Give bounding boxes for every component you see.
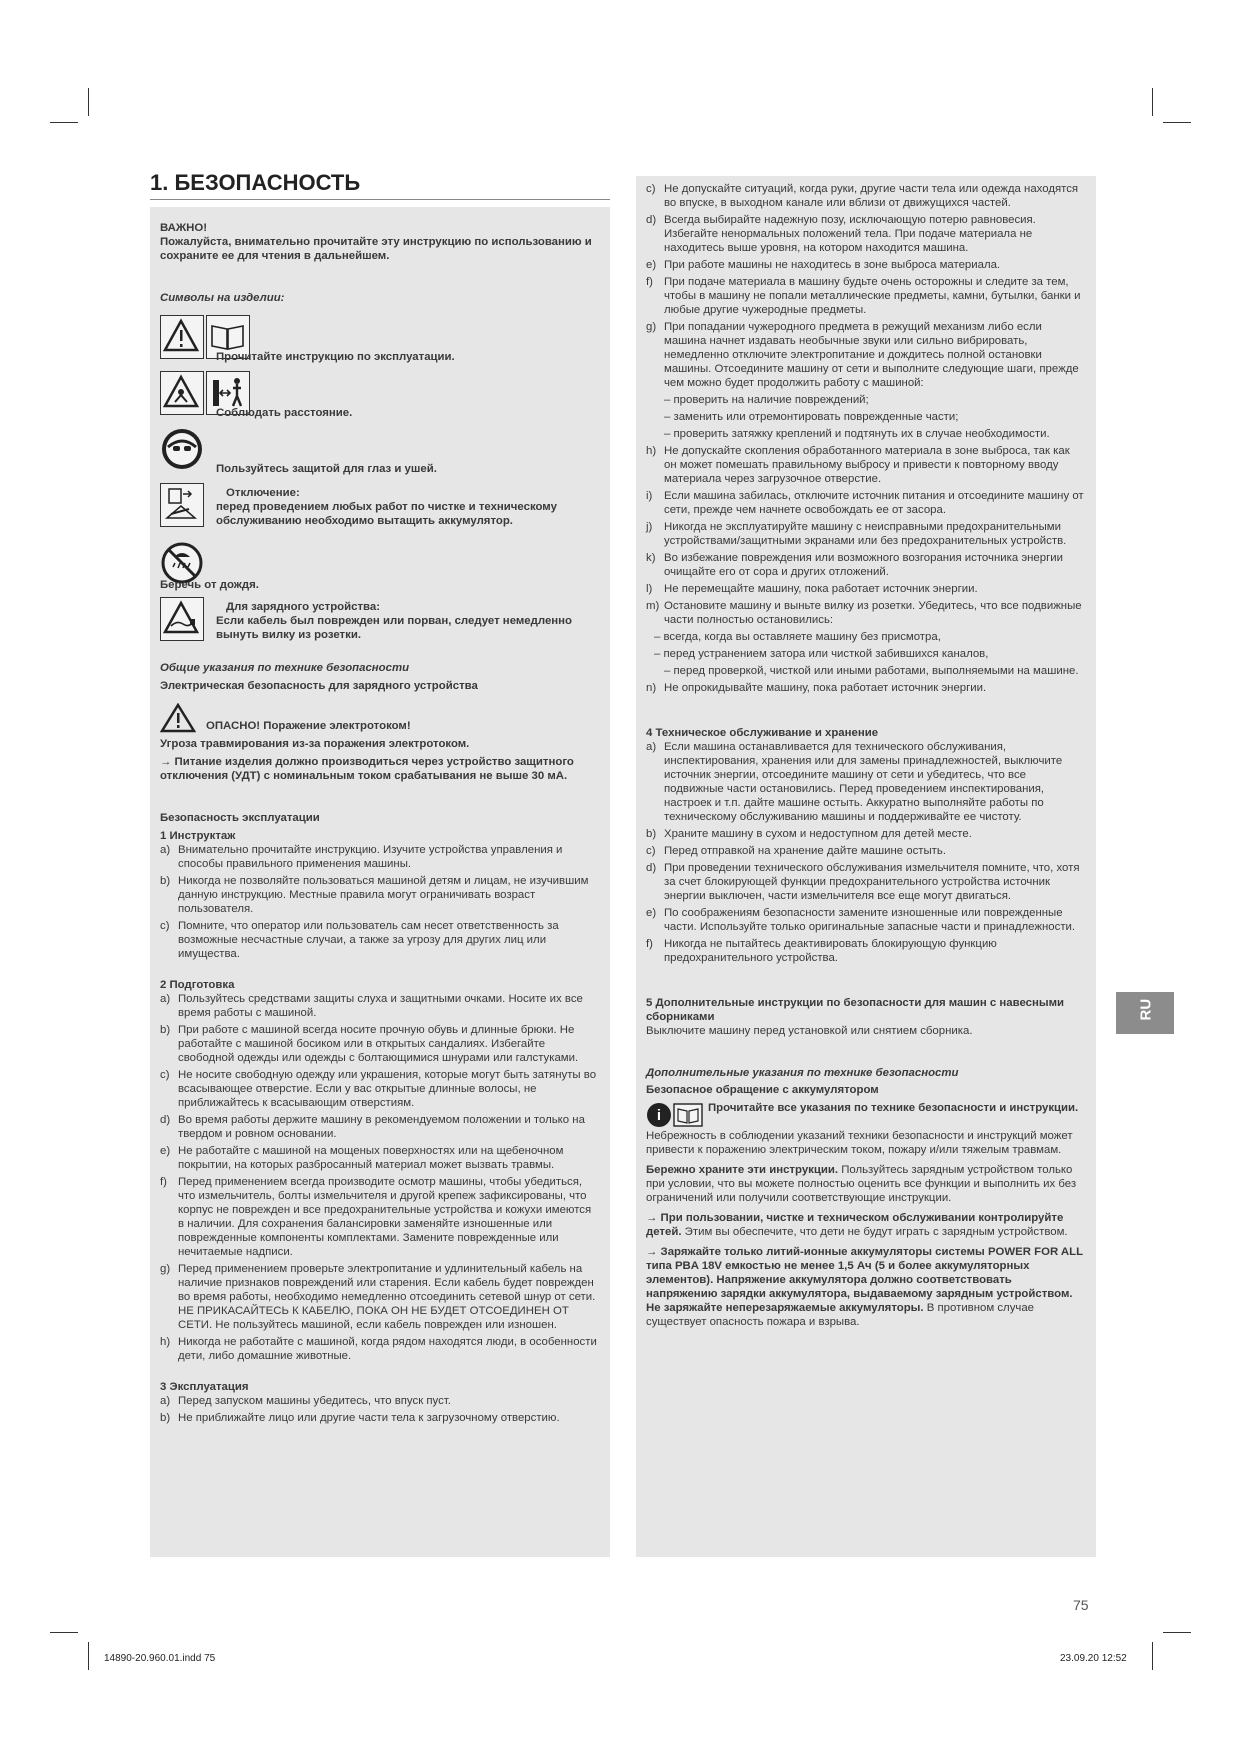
list-item: a) Перед запуском машины убедитесь, что впуск пуст. [160,1395,451,1407]
list-item: h) Никогда не работайте с машиной, когда рядом находятся люди, в особенности дети, либо домашние животные. [160,1336,597,1362]
crop-mark [88,88,89,116]
list-item: h) Не допускайте скопления обработанного материала в зоне выброса, так как он может помешать правильному выбросу и привести к повторному вводу материала через загрузочное отверстие. [646,445,1070,485]
list-item: c) Помните, что оператор или пользователь сам несет ответственность за возможные несчастные случаи, а также за угрозу для других лиц или имущества. [160,920,559,960]
danger-row [160,703,598,733]
crop-mark [1163,122,1191,123]
important-text: Пожалуйста, внимательно прочитайте эту инструкцию по использованию и сохраните ее для чтения в дальнейшем. [160,236,592,262]
list-item: a) Пользуйтесь средствами защиты слуха и защитными очками. Носите их все время работы с машиной. [160,993,583,1019]
keep-text: Пользуйтесь зарядным устройством только при условии, что вы можете полностью оценить все функции и выполнить их без ограничений или получили соответствующие инструкции. [646,1164,1077,1204]
list-item: d) Всегда выбирайте надежную позу, исключающую потерю равновесия. Избегайте ненормальных положений тела. При подаче материала не находитесь выше уровня, на котором находится машина. [646,214,1036,254]
keep-bold: Бережно храните эти инструкции. [646,1164,839,1176]
note-children [646,1211,1084,1239]
section-text: Выключите машину перед установкой или снятием сборника. [646,1025,973,1037]
warning-icon [160,371,204,415]
list-item: n) Не опрокидывайте машину, пока работает источник энергии. [646,682,987,694]
list-item: a) Внимательно прочитайте инструкцию. Изучите устройства управления и способы правильного применения машины. [160,844,563,870]
battery-safety-title: Безопасное обращение с аккумулятором [646,1084,879,1096]
language-tab: RU [1116,992,1174,1034]
list-item: c) Не носите свободную одежду или украшения, которые могут быть затянуты во всасывающее отверстие. Если у вас открытые длинные волосы, не приближайтесь к всасывающим отверстиям. [160,1069,597,1109]
dash-item: – заменить или отремонтировать поврежденные части; [664,411,959,423]
dash-item: – проверить на наличие повреждений; [664,394,869,406]
page-number: 75 [1073,1597,1089,1613]
symbol-text: Беречь от дождя. [160,579,259,591]
keep-paragraph [646,1163,1084,1205]
eye-ear-protection-icon [160,427,204,471]
crop-mark [1163,1632,1191,1633]
list-item: e) По соображениям безопасности замените изношенные или поврежденные части. Используйте только оригинальные запасные части и принадлежности. [646,907,1076,933]
neglect-text: Небрежность в соблюдении указаний техники безопасности и инструкций может привести к поражению электрическим током, пожару и/или тяжелым травмам. [646,1130,1073,1156]
list-item: k) Во избежание повреждения или возможного возгорания источника энергии очищайте его от сора и других отложений. [646,552,1063,578]
warning-icon [160,315,204,359]
note-battery [646,1245,1084,1329]
list-item: a) Если машина останавливается для технического обслуживания, инспектирования, хранения или для замены принадлежностей, выключите источник энергии, отсоедините машину от сети и убедитесь, что все подвижные части остановились. Перед проведением инспектирования, настроек и т.п. дайте машине остыть. Аккуратно выполняйте работы по техническому обслуживанию машины и поддерживайте ее чистоту. [646,741,1063,823]
section-title: 2 Подготовка [160,979,235,991]
list-item: b) Храните машину в сухом и недоступном для детей месте. [646,828,972,840]
list-item: d) При проведении технического обслуживания измельчителя помните, что, хотя за счет блокирующей функции предохранительного устройства источник энергии выключен, части измельчителя все еще могут двигаться. [646,862,1080,902]
read-all-row [646,1101,1084,1129]
footer-file: 14890-20.960.01.indd 75 [104,1653,216,1664]
danger-warning-icon [160,703,196,733]
crop-mark [88,1642,89,1670]
list-item: c) Перед отправкой на хранение дайте машине остыть. [646,845,946,857]
list-item: b) При работе с машиной всегда носите прочную обувь и длинные брюки. Не работайте с машиной босиком или в открытых сандалиях. Избегайте свободной одежды или одежды с болтающимися шнурами или галстуками. [160,1024,579,1064]
list-item: f) При подаче материала в машину будьте очень осторожны и следите за тем, чтобы в машину не попали металлические предметы, камни, бутылки, банки и любые другие чужеродные предметы. [646,276,1081,316]
dash-item: – проверить затяжку креплений и подтянуть их в случае необходимости. [664,428,1050,440]
list-item: i) Если машина забилась, отключите источник питания и отсоедините машину от сети, прежде чем начнете освобождать ее от засора. [646,490,1084,516]
section-title: 1 Инструктаж [160,830,236,842]
list-item: b) Не приближайте лицо или другие части тела к загрузочному отверстию. [160,1412,560,1424]
disconnect-battery-icon [160,483,204,527]
symbol-title: Отключение: [226,487,300,499]
danger-note: → Питание изделия должно производиться через устройство защитного отключения (УДТ) с номинальным током срабатывания не выше 30 мА. [160,756,574,782]
section-title: 5 Дополнительные инструкции по безопасности для машин с навесными сборниками [646,997,1065,1023]
list-item: g) Перед применением проверьте электропитание и удлинительный кабель на наличие признаков повреждений или старения. Если кабель будет поврежден во время работы, необходимо немедленно отсоединить сетевой шнур от сети. НЕ ПРИКАСАЙТЕСЬ К КАБЕЛЮ, ПОКА ОН НЕ БУДЕТ ОТСОЕДИНЕН ОТ СЕТИ. Не пользуйтесь машиной, если кабель поврежден или изношен. [160,1263,596,1331]
svg-text:i: i [656,1107,662,1124]
danger-text: Угроза травмирования из-за поражения электротоком. [160,738,470,750]
read-all-text: Прочитайте все указания по технике безопасности и инструкции. [708,1102,1079,1114]
general-safety-title: Общие указания по технике безопасности [160,662,410,674]
symbol-row [160,541,598,597]
dash-item: – перед проверкой, чисткой или иными работами, выполняемыми на машине. [664,665,1079,677]
list-item: b) Никогда не позволяйте пользоваться машиной детям и лицам, не изучившим данную инструкцию. Местные правила могут ограничивать возраст пользователя. [160,875,589,915]
note-bold: → При пользовании, чистке и техническом обслуживании контролируйте детей. [646,1212,1064,1238]
read-manual-icon [646,1101,704,1129]
symbol-text: Пользуйтесь защитой для глаз и ушей. [216,463,437,475]
crop-mark [50,1632,78,1633]
symbol-text: Прочитайте инструкцию по эксплуатации. [216,351,455,363]
list-item: f) Перед применением всегда производите осмотр машины, чтобы убедиться, что измельчитель, болты измельчителя и другой крепеж зафиксированы, что корпус не поврежден и все предохранительные устройства и кожухи имеются в наличии. Для сохранения балансировки заменяйте изношенные или поврежденные компоненты комплектами. Замените поврежденные или нечитаемые надписи. [160,1176,592,1258]
symbol-row [160,483,598,541]
note-text: Этим вы обеспечите, что дети не будут играть с зарядным устройством. [684,1226,1068,1238]
dash-item: – перед устранением затора или чисткой забившихся каналов, [654,648,989,660]
symbol-text: Соблюдать расстояние. [216,407,353,419]
symbol-title: Для зарядного устройства: [226,601,381,613]
dash-item: – всегда, когда вы оставляете машину без присмотра, [654,631,941,643]
danger-title: ОПАСНО! Поражение электротоком! [206,720,411,732]
list-item: d) Во время работы держите машину в рекомендуемом положении и только на твердом и ровном основании. [160,1114,585,1140]
section-title: 3 Эксплуатация [160,1381,249,1393]
footer-date: 23.09.20 12:52 [1060,1653,1127,1664]
symbol-text: Если кабель был поврежден или порван, следует немедленно вынуть вилку из розетки. [216,615,573,641]
note-bold: → Заряжайте только литий-ионные аккумуляторы системы POWER FOR ALL типа PBA 18V емкостью не менее 1,5 Ач (5 и более аккумуляторных элементов). Напряжение аккумулятора должно соответствовать напряжению зарядки аккумулятора, выдаваемому зарядным устройством. Не заряжайте неперезаряжаемые аккумуляторы. [646,1246,1083,1314]
crop-mark [50,122,78,123]
symbol-row [160,597,598,655]
list-item: e) При работе машины не находитесь в зоне выброса материала. [646,259,1001,271]
section-title: 4 Техническое обслуживание и хранение [646,727,879,739]
note-text: В противном случае существует опасность пожара и взрыва. [646,1302,1034,1328]
left-column [150,207,610,1557]
list-item: l) Не перемещайте машину, пока работает источник энергии. [646,583,978,595]
list-item: j) Никогда не эксплуатируйте машину с неисправными предохранительными устройствами/защитными экранами или без предохранительных устройств. [646,521,1067,547]
page-title: 1. БЕЗОПАСНОСТЬ [150,170,361,195]
electric-safety-title: Электрическая безопасность для зарядного устройства [160,680,478,692]
list-item: c) Не допускайте ситуаций, когда руки, другие части тела или одежда находятся во впуске, в выходном канале или вблизи от движущихся частей. [646,183,1079,209]
important-title: ВАЖНО! [160,222,208,234]
symbol-text: перед проведением любых работ по чистке и техническому обслуживанию необходимо вытащить аккумулятор. [216,501,557,527]
list-item: e) Не работайте с машиной на мощеных поверхностях или на щебеночном покрытии, на которых разбросанный материал может вызвать травмы. [160,1145,564,1171]
list-item: f) Никогда не пытайтесь деактивировать блокирующую функцию предохранительного устройства. [646,938,997,964]
right-column [636,176,1096,1557]
operation-safety-title: Безопасность эксплуатации [160,812,320,824]
charger-cable-warning-icon [160,597,204,641]
crop-mark [1152,1642,1153,1670]
symbol-row [160,371,598,427]
symbol-row [160,315,598,371]
crop-mark [1152,88,1153,116]
list-item: m) Остановите машину и выньте вилку из розетки. Убедитесь, что все подвижные части полностью остановились: [646,600,1082,626]
symbols-title: Символы на изделии: [160,292,285,304]
list-item: g) При попадании чужеродного предмета в режущий механизм либо если машина начнет издавать необычные звуки или сильно вибрировать, немедленно отключите электропитание и дождитесь полной остановки машины. Отсоедините машину от сети и выполните следующие шаги, прежде чем можно будет продолжить работу с машиной: [646,321,1079,389]
extra-safety-title: Дополнительные указания по технике безопасности [646,1067,959,1079]
title-divider [150,199,610,200]
symbol-row [160,427,598,483]
